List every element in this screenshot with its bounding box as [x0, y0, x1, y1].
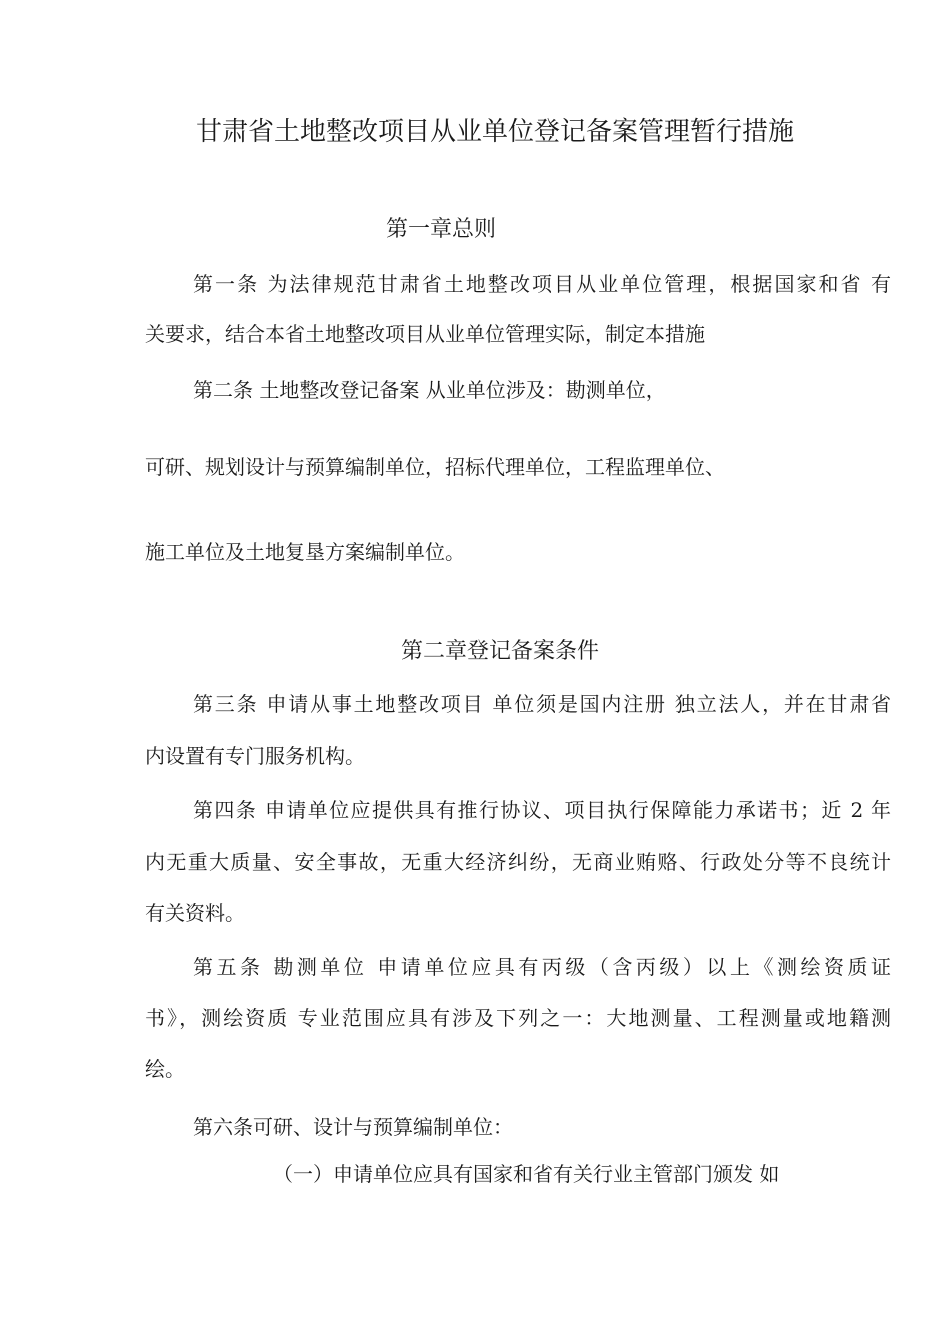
- article-2-line-3: 施工单位及土地复垦方案编制单位。: [145, 540, 465, 564]
- article-3-line-2: 内设置有专门服务机构。: [145, 744, 365, 768]
- article-5-line-3: 绘。: [145, 1057, 185, 1081]
- chapter-2-heading: 第二章登记备案条件: [401, 639, 600, 664]
- chapter-1-heading: 第一章总则: [386, 217, 497, 242]
- article-1-line-2: 关要求，结合本省土地整改项目从业单位管理实际，制定本措施: [145, 322, 705, 346]
- article-4-line-1: 第四条 申请单位应提供具有推行协议、项目执行保障能力承诺书；近 2 年: [193, 798, 891, 822]
- article-6-item-1: （一）申请单位应具有国家和省有关行业主管部门颁发 如: [273, 1162, 780, 1186]
- article-5-line-1: 第五条 勘测单位 申请单位应具有丙级（含丙级）以上《测绘资质证: [193, 955, 891, 979]
- article-4-line-3: 有关资料。: [145, 901, 245, 925]
- article-2-line-2: 可研、规划设计与预算编制单位，招标代理单位，工程监理单位、: [145, 455, 725, 479]
- document-title: 甘肃省土地整改项目从业单位登记备案管理暂行措施: [196, 117, 795, 147]
- article-3-line-1: 第三条 申请从事土地整改项目 单位须是国内注册 独立法人，并在甘肃省: [193, 692, 891, 716]
- article-5-line-2: 书》，测绘资质 专业范围应具有涉及下列之一：大地测量、工程测量或地籍测: [145, 1006, 891, 1030]
- article-4-line-2: 内无重大质量、安全事故，无重大经济纠纷，无商业贿赂、行政处分等不良统计: [145, 850, 891, 874]
- article-6-line-1: 第六条可研、设计与预算编制单位：: [193, 1115, 513, 1139]
- article-2-line-1: 第二条 土地整改登记备案 从业单位涉及：勘测单位，: [193, 378, 666, 402]
- article-1-line-1: 第一条 为法律规范甘肃省土地整改项目从业单位管理，根据国家和省 有: [193, 272, 891, 296]
